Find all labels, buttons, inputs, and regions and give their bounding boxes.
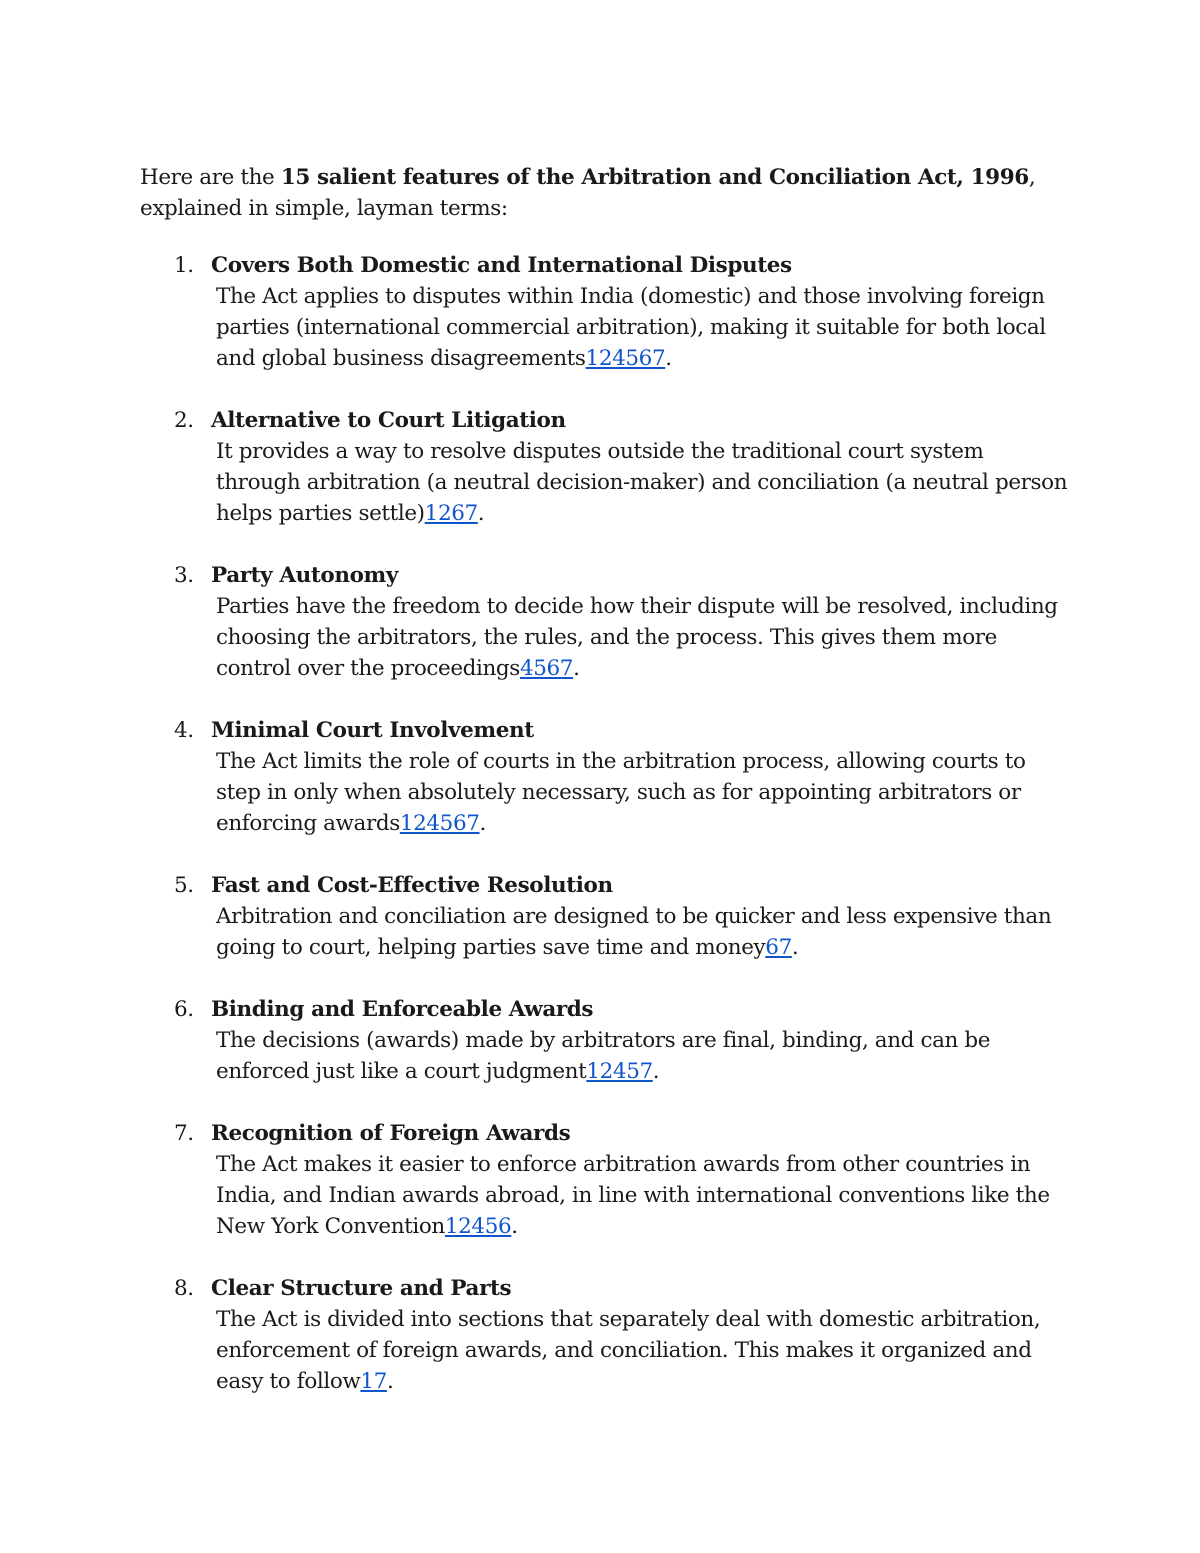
document-page [140, 162, 1070, 1428]
feature-end-punct: . [652, 1059, 660, 1084]
feature-description [211, 901, 1070, 963]
feature-end-punct: . [479, 811, 486, 836]
citation-link[interactable]: 12457 [586, 1059, 653, 1084]
intro-suffix: , explained in simple, layman terms: [140, 165, 1036, 221]
feature-description [211, 746, 1070, 839]
intro-prefix: Here are the [140, 165, 281, 190]
features-list [140, 250, 1070, 1397]
feature-title: Clear Structure and Parts [211, 1276, 512, 1301]
feature-description [211, 1304, 1070, 1397]
feature-title: Minimal Court Involvement [211, 718, 534, 743]
feature-number: 1. [174, 253, 194, 278]
feature-number: 2. [174, 408, 194, 433]
feature-number: 6. [174, 997, 194, 1022]
citation-link[interactable]: 124567 [399, 811, 480, 836]
citation-link[interactable]: 12456 [444, 1214, 512, 1239]
citation-link[interactable]: 67 [765, 935, 792, 960]
feature-description [211, 1025, 1070, 1087]
feature-item-4 [140, 715, 1070, 839]
feature-number: 7. [174, 1121, 194, 1146]
feature-title: Fast and Cost-Effective Resolution [211, 873, 613, 898]
feature-end-punct: . [477, 501, 485, 526]
feature-item-2 [140, 405, 1070, 529]
feature-end-punct: . [386, 1369, 394, 1394]
citation-link[interactable]: 124567 [585, 346, 666, 371]
feature-description [211, 1149, 1070, 1242]
feature-text: The Act is divided into sections that separately deal with domestic arbitration, enforcement of foreign awards, and conciliation. This makes it organized and easy to follow [216, 1307, 1041, 1394]
feature-description [211, 436, 1070, 529]
feature-text: The decisions (awards) made by arbitrators are final, binding, and can be enforced just like a court judgment [216, 1028, 991, 1084]
feature-number: 3. [174, 563, 194, 588]
feature-end-punct: . [665, 346, 672, 371]
feature-item-3 [140, 560, 1070, 684]
feature-end-punct: . [573, 656, 580, 681]
citation-link[interactable]: 1267 [424, 501, 478, 526]
intro-bold-title: 15 salient features of the Arbitration and Conciliation Act, 1996 [280, 165, 1029, 190]
feature-item-7 [140, 1118, 1070, 1242]
feature-text: The Act limits the role of courts in the arbitration process, allowing courts to step in only when absolutely necessary, such as for appointing arbitrators or enforcing awards [216, 749, 1026, 836]
feature-title: Covers Both Domestic and International Disputes [211, 253, 792, 278]
feature-text: The Act applies to disputes within India (domestic) and those involving foreign parties (international commercial arbitration), making it suitable for both local and global business disagreements [216, 284, 1046, 371]
feature-number: 8. [174, 1276, 194, 1301]
feature-title: Alternative to Court Litigation [211, 408, 566, 433]
feature-text: Parties have the freedom to decide how their dispute will be resolved, including choosing the arbitrators, the rules, and the process. This gives them more control over the proceedings [216, 594, 1058, 681]
feature-description [211, 591, 1070, 684]
feature-end-punct: . [511, 1214, 518, 1239]
citation-link[interactable]: 17 [360, 1369, 387, 1394]
feature-item-1 [140, 250, 1070, 374]
feature-number: 5. [174, 873, 194, 898]
feature-title: Binding and Enforceable Awards [211, 997, 594, 1022]
intro-paragraph [140, 162, 1070, 224]
feature-title: Party Autonomy [211, 563, 398, 588]
feature-number: 4. [174, 718, 194, 743]
feature-text: The Act makes it easier to enforce arbitration awards from other countries in India, and Indian awards abroad, in line with international conventions like the New York Convention [216, 1152, 1050, 1239]
feature-text: It provides a way to resolve disputes outside the traditional court system through arbitration (a neutral decision-maker) and conciliation (a neutral person helps parties settle) [216, 439, 1068, 526]
feature-item-6 [140, 994, 1070, 1087]
feature-description [211, 281, 1070, 374]
feature-item-5 [140, 870, 1070, 963]
feature-end-punct: . [791, 935, 799, 960]
feature-text: Arbitration and conciliation are designed to be quicker and less expensive than going to court, helping parties save time and money [216, 904, 1052, 960]
feature-item-8 [140, 1273, 1070, 1397]
feature-title: Recognition of Foreign Awards [211, 1121, 571, 1146]
citation-link[interactable]: 4567 [519, 656, 574, 681]
